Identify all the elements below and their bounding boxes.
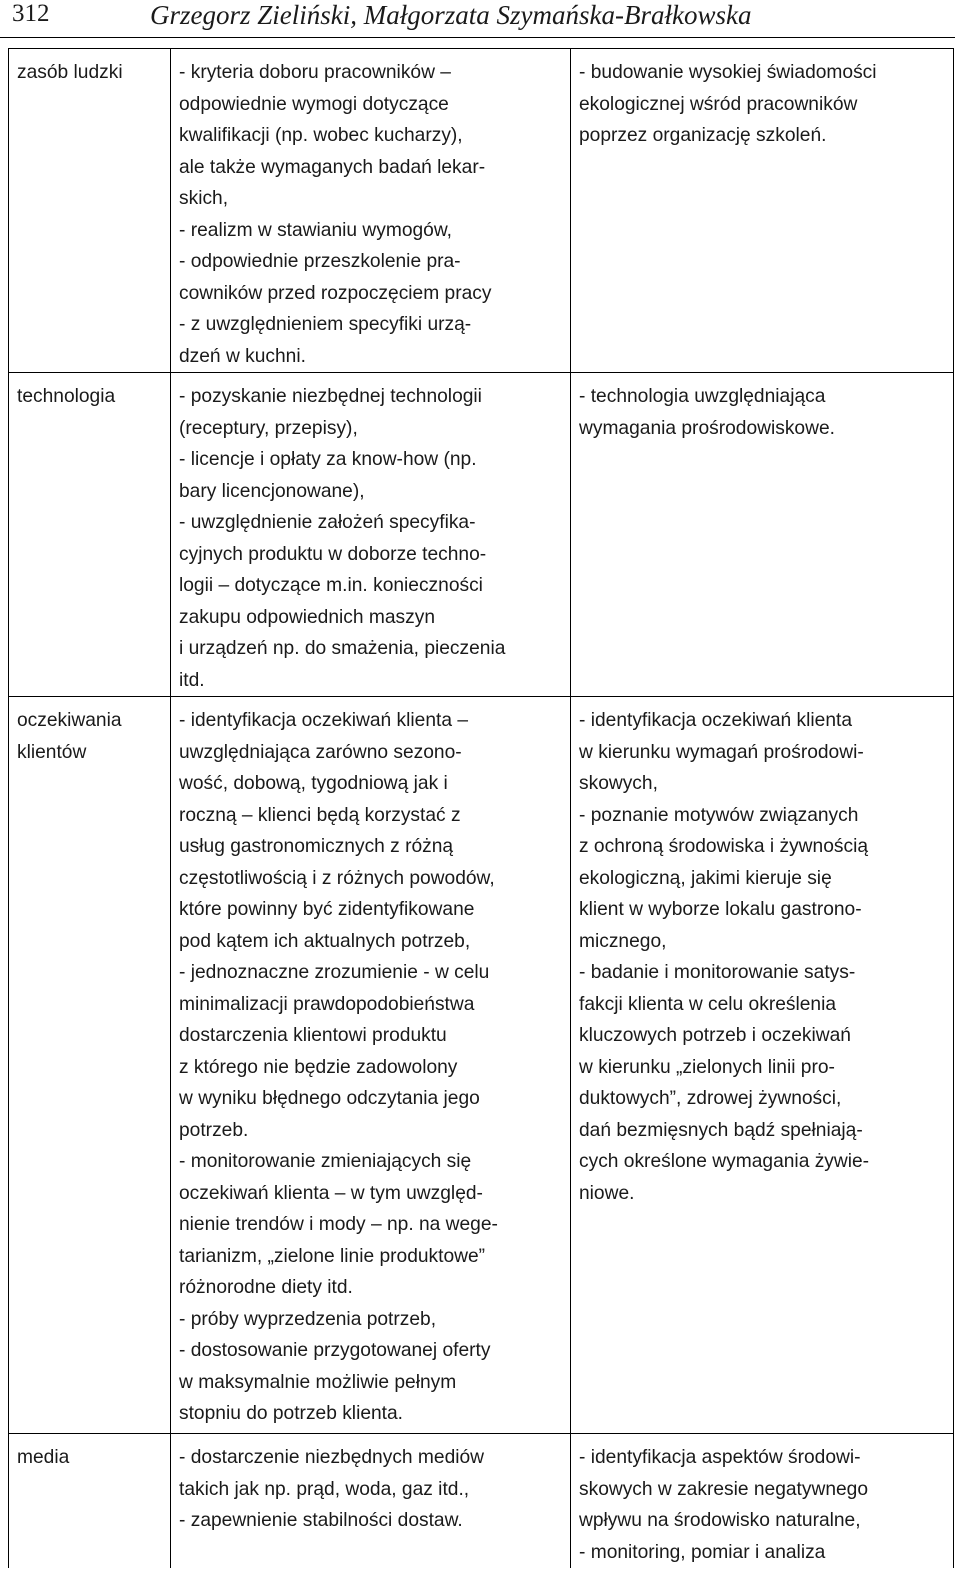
cell-text-line: - identyfikacja oczekiwań klienta [579,710,853,731]
requirements-cell [171,697,571,1434]
cell-text-line: - kryteria doboru pracowników – [179,62,451,83]
cell-text-line: - technologia uwzględniająca [579,386,826,407]
cell-text-line: minimalizacji prawdopodobieństwa [179,993,475,1015]
page-header [0,0,960,34]
ecological-aspects-cell [571,697,954,1434]
cell-text-line: ekologiczną, jakimi kieruje się [579,867,832,889]
cell-text-line: roczną – klienci będą korzystać z [179,804,461,826]
cell-text-line: itd. [179,669,205,691]
cell-text-line: pod kątem ich aktualnych potrzeb, [179,930,471,952]
table-row [9,49,954,373]
content-table [8,48,954,1568]
ecological-aspects-cell [571,1434,954,1569]
requirements-cell [171,49,571,373]
cell-text-line: wymagania prośrodowiskowe. [579,417,835,439]
cell-text-line: klientów [17,741,87,763]
cell-text-line: micznego, [579,930,667,952]
row-label-cell [9,697,171,1434]
cell-text-line: - z uwzględnieniem specyfiki urzą- [179,314,472,335]
cell-text-line: usług gastronomicznych z różną [179,836,454,857]
cell-text-line: skowych, [579,773,658,794]
cell-text-line: klient w wyborze lokalu gastrono- [579,899,862,920]
cell-text-line: cych określone wymagania żywie- [579,1151,870,1172]
cell-text-line: wpływu na środowisko naturalne, [579,1510,861,1531]
ecological-aspects-cell [571,373,954,697]
cell-text-line: dostarczenia klientowi produktu [179,1025,447,1046]
requirements-cell [171,373,571,697]
cell-text-line: w wyniku błędnego odczytania jego [179,1088,480,1109]
cell-text-line: cowników przed rozpoczęciem pracy [179,282,492,304]
cell-text-line: cyjnych produktu w doborze techno- [179,543,487,565]
cell-text-line: ale także wymaganych badań lekar- [179,156,486,178]
row-label-cell [9,373,171,697]
running-title-authors: Grzegorz Zieliński, Małgorzata Szymańska-Brałkowska [150,0,752,30]
cell-text-line: dzeń w kuchni. [179,345,306,367]
table-row [9,373,954,697]
cell-text-line: technologia [17,386,116,407]
cell-text-line: skich, [179,188,229,209]
cell-text-line: media [17,1447,70,1468]
cell-text-line: zakupu odpowiednich maszyn [179,606,435,628]
requirements-cell [171,1434,571,1569]
cell-text-line: wość, dobową, tygodniową jak i [179,773,448,794]
cell-text-line: ekologicznej wśród pracowników [579,93,858,115]
cell-text-line: częstotliwością i z różnych powodów, [179,867,495,889]
cell-text-line: tarianizm, „zielone linie produktowe” [179,1245,486,1267]
cell-text-line: które powinny być zidentyfikowane [179,899,475,920]
table-row [9,697,954,1434]
cell-text-line: - uwzględnienie założeń specyfika- [179,512,476,533]
cell-text-line: odpowiednie wymogi dotyczące [179,93,449,115]
cell-text-line: - odpowiednie przeszkolenie pra- [179,251,461,272]
cell-text-line: w maksymalnie możliwie pełnym [179,1371,457,1393]
cell-text-line: różnorodne diety itd. [179,1277,353,1298]
cell-text-line: kwalifikacji (np. wobec kucharzy), [179,125,463,146]
header-rule [0,37,955,38]
cell-text-line: - monitorowanie zmieniających się [179,1151,472,1172]
cell-text-line: - pozyskanie niezbędnej technologii [179,386,482,407]
cell-text-line: w kierunku „zielonych linii pro- [579,1056,835,1078]
cell-text-line: - próby wyprzedzenia potrzeb, [179,1308,437,1330]
cell-text-line: skowych w zakresie negatywnego [579,1478,869,1500]
cell-text-line: - dostarczenie niezbędnych mediów [179,1447,485,1468]
cell-text-line: takich jak np. prąd, woda, gaz itd., [179,1478,470,1500]
cell-text-line: zasób ludzki [17,62,123,83]
cell-text-line: uwzględniająca zarówno sezono- [179,741,462,763]
cell-text-line: kluczowych potrzeb i oczekiwań [579,1025,851,1046]
cell-text-line: niowe. [579,1182,635,1204]
page-number: 312 [12,0,50,27]
cell-text-line: i urządzeń np. do smażenia, pieczenia [179,638,506,659]
cell-text-line: oczekiwania [17,710,122,731]
cell-text-line: - zapewnienie stabilności dostaw. [179,1510,463,1531]
cell-text-line: logii – dotyczące m.in. konieczności [179,575,483,596]
cell-text-line: z którego nie będzie zadowolony [179,1056,458,1078]
cell-text-line: poprzez organizację szkoleń. [579,125,827,146]
row-label-cell [9,1434,171,1569]
cell-text-line: - budowanie wysokiej świadomości [579,62,877,83]
cell-text-line: - identyfikacja oczekiwań klienta – [179,710,469,731]
cell-text-line: - badanie i monitorowanie satys- [579,962,856,983]
cell-text-line: z ochroną środowiska i żywnością [579,836,869,857]
table-row [9,1434,954,1569]
cell-text-line: - licencje i opłaty za know-how (np. [179,449,477,470]
cell-text-line: duktowych”, zdrowej żywności, [579,1088,842,1109]
cell-text-line: - identyfikacja aspektów środowi- [579,1447,861,1468]
cell-text-line: - monitoring, pomiar i analiza [579,1541,826,1563]
cell-text-line: potrzeb. [179,1119,249,1141]
cell-text-line: (receptury, przepisy), [179,417,358,439]
row-label-cell [9,49,171,373]
cell-text-line: w kierunku wymagań prośrodowi- [579,741,864,763]
cell-text-line: - realizm w stawianiu wymogów, [179,219,452,241]
ecological-aspects-cell [571,49,954,373]
cell-text-line: nienie trendów i mody – np. na wege- [179,1214,498,1235]
cell-text-line: dań bezmięsnych bądź spełniają- [579,1119,863,1141]
cell-text-line: - jednoznaczne zrozumienie - w celu [179,962,490,983]
cell-text-line: - poznanie motywów związanych [579,804,859,826]
cell-text-line: fakcji klienta w celu określenia [579,993,837,1015]
cell-text-line: oczekiwań klienta – w tym uwzględ- [179,1182,483,1204]
cell-text-line: - dostosowanie przygotowanej oferty [179,1340,491,1361]
cell-text-line: stopniu do potrzeb klienta. [179,1403,404,1424]
cell-text-line: bary licencjonowane), [179,480,365,502]
